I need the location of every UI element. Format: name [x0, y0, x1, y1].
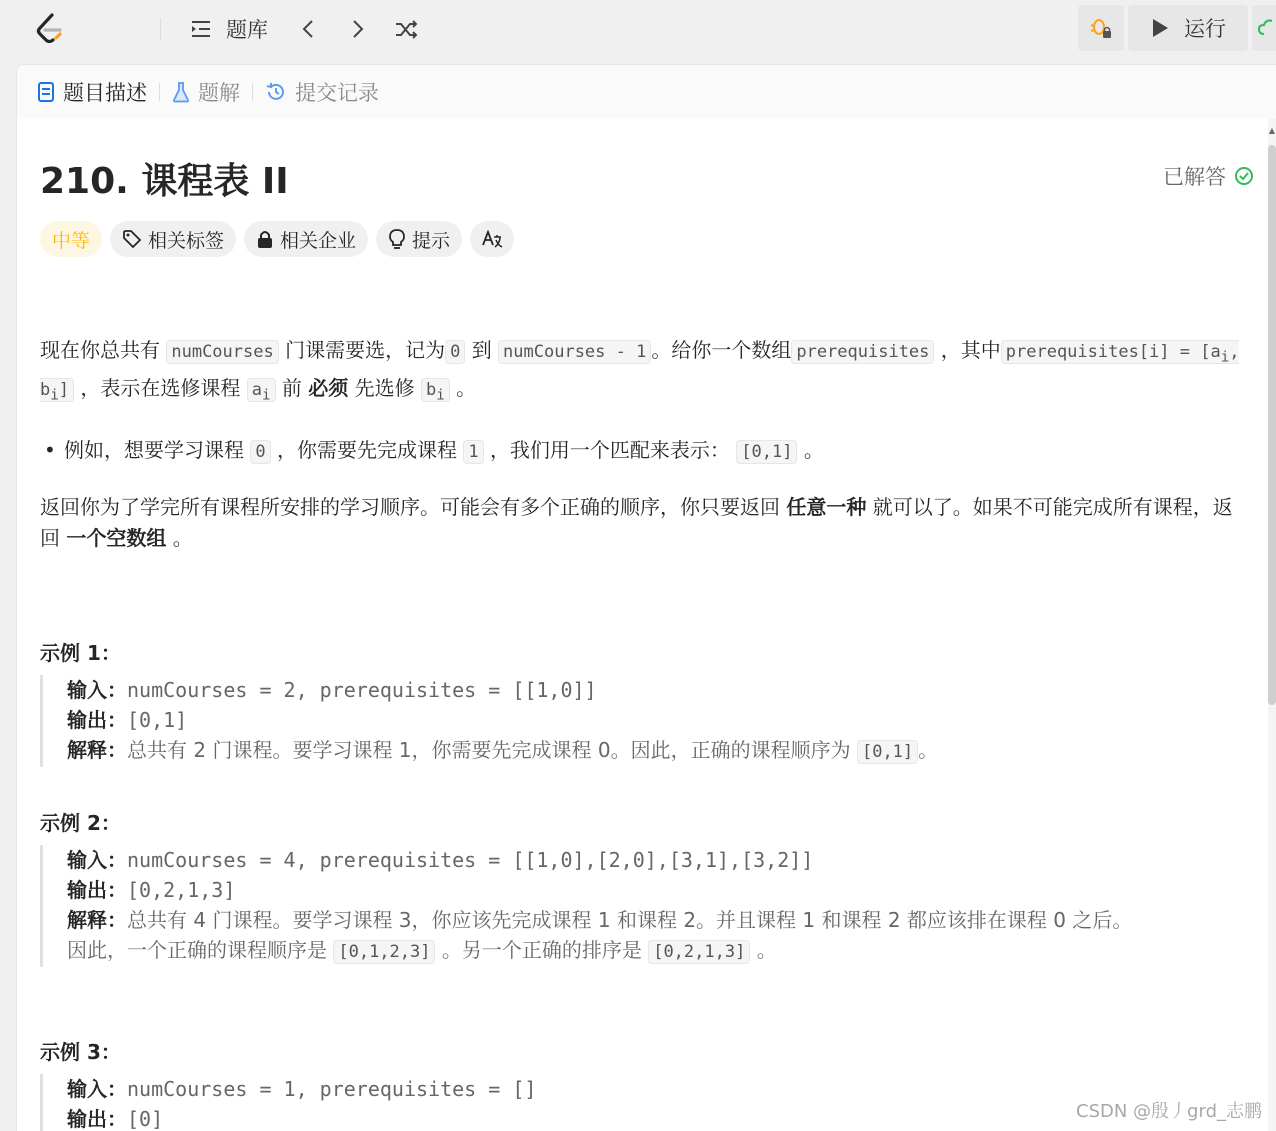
check-circle-icon [1234, 166, 1254, 186]
example-heading: 示例 1： [40, 641, 121, 665]
problem-title: 210. 课程表 II [40, 161, 289, 202]
input-value: numCourses = 1, prerequisites = [] [127, 1077, 537, 1101]
inline-code: numCourses [166, 340, 278, 364]
text: 。 [456, 376, 477, 401]
inline-code: 1 [463, 440, 483, 464]
translate-icon [481, 228, 503, 250]
example-input-line [67, 845, 1250, 875]
text: 。给你一个数组 [651, 338, 792, 362]
explanation-text: 因此，一个正确的课程顺序是 [67, 938, 327, 962]
explanation-text: 总共有 4 门课程。要学习课程 3，你应该先完成课程 1 和课程 2。并且课程 1 和课程 2 都应该排在课程 0 之后。 [127, 908, 1133, 932]
run-controls [1078, 5, 1276, 51]
example-input-line [67, 675, 1250, 705]
description-paragraph [40, 335, 1250, 412]
tab-description-label: 题目描述 [63, 81, 147, 105]
play-icon [1150, 17, 1170, 39]
lock-icon [256, 229, 274, 249]
debug-button[interactable] [1078, 5, 1124, 51]
cloud-upload-icon [1258, 16, 1276, 40]
inline-code: numCourses - 1 [498, 340, 651, 364]
lightbulb-icon [388, 228, 406, 250]
explanation-label: 解释： [67, 738, 127, 762]
inline-code: 0 [445, 340, 465, 364]
code-text: prerequisites[i] = [a [1005, 342, 1221, 362]
text: 。 [803, 438, 824, 462]
text: ，表示在选修课程 [80, 376, 241, 401]
output-label: 输出： [67, 1107, 127, 1131]
scroll-up-arrow[interactable]: ▲ [1268, 126, 1276, 135]
tab-solutions[interactable] [172, 77, 240, 107]
subscript: i [1220, 349, 1230, 366]
text: ，我们用一个匹配来表示： [489, 438, 730, 462]
bold-text: 任意一种 [786, 495, 867, 519]
output-value: [0] [127, 1107, 164, 1131]
tag-row [40, 221, 514, 257]
hint-label: 提示 [412, 229, 451, 252]
watermark: CSDN @殷丿grd_志鹏 [1076, 1101, 1262, 1122]
chevron-right-icon [344, 16, 370, 42]
output-value: [0,1] [127, 708, 188, 732]
example-explanation-line [67, 905, 1250, 935]
prev-problem-button[interactable] [296, 14, 322, 44]
bullet-item [40, 435, 1250, 468]
text: 先选修 [354, 376, 415, 401]
bold-text: 一个空数组 [66, 526, 167, 550]
example-block [40, 1074, 1250, 1131]
shuffle-icon [393, 16, 419, 42]
related-tags-button[interactable] [110, 221, 236, 257]
random-problem-button[interactable] [393, 14, 419, 44]
example-heading: 示例 2： [40, 811, 121, 835]
panel-tabs [17, 65, 1276, 119]
problem-list-button[interactable] [188, 14, 268, 44]
input-label: 输入： [67, 1077, 127, 1101]
text: 就可以了。如果不可能完成所有课程，返回 [40, 495, 1233, 550]
bold-text: 必须 [308, 376, 349, 401]
tab-description[interactable] [37, 77, 147, 107]
tab-submissions-label: 提交记录 [295, 81, 379, 105]
inline-code [421, 378, 450, 402]
inline-code: prerequisites [791, 340, 934, 364]
related-tags-label: 相关标签 [148, 229, 225, 252]
description-paragraph [40, 492, 1250, 554]
subscript: i [50, 387, 59, 404]
top-bar [0, 0, 1276, 58]
text: 。 [172, 526, 193, 550]
subscript: i [436, 387, 445, 404]
explanation-text: 。另一个正确的排序是 [441, 938, 642, 962]
flask-icon [172, 81, 190, 103]
example-heading: 示例 3： [40, 1040, 121, 1064]
inline-code: [0,2,1,3] [648, 940, 750, 964]
example-block [40, 845, 1250, 967]
explanation-text: 总共有 2 门课程。要学习课程 1，你需要先完成课程 0。因此，正确的课程顺序为 [127, 738, 851, 762]
code-text: a [251, 380, 262, 401]
chevron-left-icon [296, 16, 322, 42]
leetcode-logo[interactable] [32, 12, 66, 46]
inline-code: [0,1] [857, 740, 918, 764]
hint-button[interactable] [376, 221, 462, 257]
document-icon [37, 81, 55, 103]
submit-button[interactable] [1252, 5, 1276, 51]
text: 返回你为了学完所有课程所安排的学习顺序。可能会有多个正确的顺序，你只要返回 [40, 495, 780, 519]
explanation-label: 解释： [67, 908, 127, 932]
output-label: 输出： [67, 708, 127, 732]
output-label: 输出： [67, 878, 127, 902]
problem-list-label: 题库 [226, 18, 268, 42]
code-text: ] [58, 380, 70, 401]
description-panel [16, 64, 1276, 1131]
tab-divider [252, 83, 253, 101]
example-input-line [67, 1074, 1250, 1104]
text: ，其中 [940, 338, 1001, 362]
text: 到 [471, 338, 492, 362]
text: ，你需要先完成课程 [276, 438, 457, 462]
related-companies-label: 相关企业 [280, 229, 357, 252]
run-button[interactable] [1128, 5, 1248, 51]
translate-button[interactable] [470, 221, 514, 257]
history-icon [265, 81, 287, 103]
tab-divider [159, 83, 160, 101]
bullet-dot: • [44, 438, 56, 462]
output-value: [0,2,1,3] [127, 878, 236, 902]
explanation-text: 。 [918, 738, 939, 762]
topbar-divider [160, 18, 161, 40]
input-value: numCourses = 2, prerequisites = [[1,0]] [127, 678, 597, 702]
inline-code: [0,1] [736, 440, 797, 464]
code-text: , b [40, 342, 1240, 401]
example-explanation-line [67, 935, 1250, 967]
tag-icon [122, 229, 142, 249]
difficulty-badge: 中等 [40, 221, 102, 257]
inline-code: 0 [250, 440, 270, 464]
scrollbar-thumb[interactable] [1268, 145, 1276, 705]
run-label: 运行 [1184, 17, 1226, 41]
example-output-line [67, 875, 1250, 905]
example-output-line [67, 1104, 1250, 1131]
related-companies-button[interactable] [244, 221, 368, 257]
inline-code: [0,1,2,3] [333, 940, 435, 964]
text: 前 [281, 376, 302, 401]
tab-submissions[interactable] [265, 77, 379, 107]
text: 门课需要选，记为 [285, 338, 446, 362]
example-explanation-line [67, 735, 1250, 767]
solved-label: 已解答 [1163, 165, 1226, 189]
next-problem-button[interactable] [344, 14, 370, 44]
solved-status [1163, 161, 1254, 191]
inline-code [247, 378, 276, 402]
input-label: 输入： [67, 678, 127, 702]
input-value: numCourses = 4, prerequisites = [[1,0],[2,0],[3,1],[3,2]] [127, 848, 814, 872]
bug-lock-icon [1088, 15, 1114, 41]
text: 例如，想要学习课程 [64, 438, 244, 462]
text: 现在你总共有 [40, 338, 160, 362]
input-label: 输入： [67, 848, 127, 872]
tab-solutions-label: 题解 [198, 81, 240, 105]
example-output-line [67, 705, 1250, 735]
example-block [40, 675, 1250, 767]
explanation-text: 。 [756, 938, 777, 962]
list-icon [188, 16, 214, 42]
subscript: i [262, 387, 271, 404]
code-text: b [425, 380, 437, 401]
